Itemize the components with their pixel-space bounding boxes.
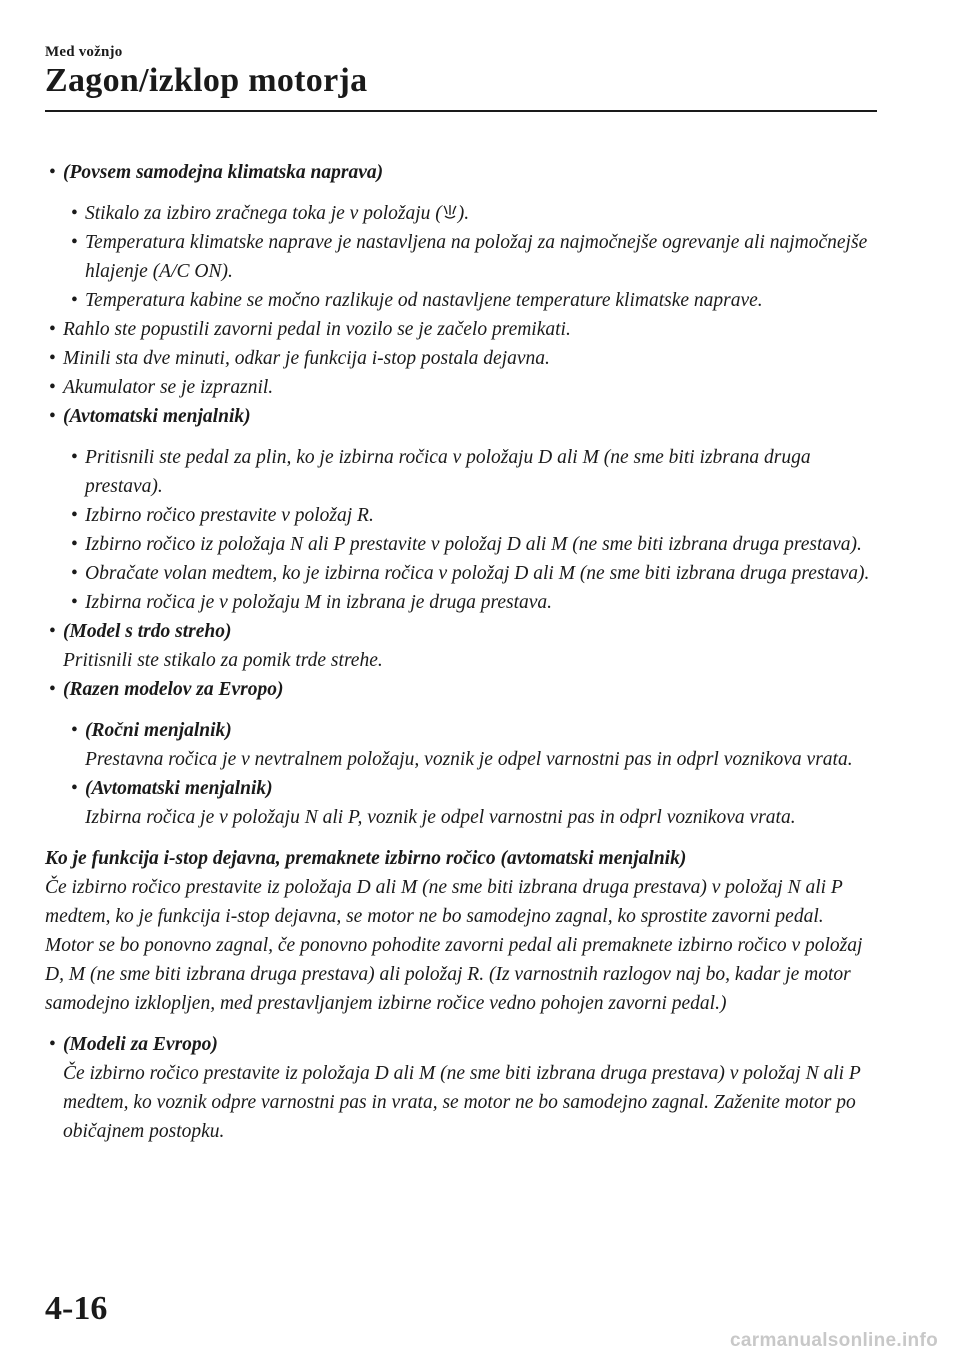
manual-text: Prestavna ročica je v nevtralnem položaju, voznik je odpel varnostni pas in odprl voznikova vrata. [85,749,853,770]
airflow-text-end: ). [457,203,470,224]
airflow-text-start: Stikalo za izbiro zračnega toka je v položaju ( [85,203,442,224]
bullet: • [71,592,78,613]
list-item [45,1030,875,1146]
automatic-heading: (Avtomatski menjalnik) [63,406,251,427]
auto-item-text: Pritisnili ste pedal za plin, ko je izbirna ročica v položaju D ali M (ne sme biti izbrana druga prestava). [85,447,811,497]
auto-item-text: Izbirno ročico iz položaja N ali P prestavite v položaj D ali M (ne sme biti izbrana druga prestava). [85,534,862,555]
list-item [67,530,875,559]
watermark: carmanualsonline.info [730,1330,938,1351]
two-minutes-text: Minili sta dve minuti, odkar je funkcija i-stop postala dejavna. [63,348,550,369]
list-item [45,158,875,187]
cabin-temp-text: Temperatura kabine se močno razlikuje od nastavljene temperature klimatske naprave. [85,290,763,311]
list-item [45,402,875,431]
automatic2-text: Izbirna ročica je v položaju N ali P, voznik je odpel varnostni pas in odprl voznikova vrata. [85,807,796,828]
auto-item-text: Izbirno ročico prestavite v položaj R. [85,505,374,526]
bullet: • [49,621,56,642]
list-item [67,774,875,832]
list-item [45,344,875,373]
temp-setting-text: Temperatura klimatske naprave je nastavljena na položaj za najmočnejše ogrevanje ali najmočnejše hlajenje (A/C ON). [85,232,868,282]
list-item [45,675,875,704]
bullet: • [71,447,78,468]
battery-text: Akumulator se je izpraznil. [63,377,274,398]
page-number: 4-16 [45,1290,108,1327]
bullet: • [49,319,56,340]
list-item [45,315,875,344]
auto-item-text: Izbirna ročica je v položaju M in izbrana je druga prestava. [85,592,553,613]
bullet: • [71,563,78,584]
list-item [67,443,875,501]
europe-text: Če izbirno ročico prestavite iz položaja D ali M (ne sme biti izbrana druga prestava) v položaj N ali P medtem, ko voznik odpre varnostni pas in vrata, se motor ne bo samodejno zagnal. Zaženite motor po običajnem postopku. [63,1063,861,1142]
bullet: • [71,232,78,253]
lever-section [45,844,875,1018]
list-item [67,588,875,617]
bullet: • [49,679,56,700]
bullet: • [49,377,56,398]
title-divider [45,110,877,112]
list-item [67,716,875,774]
bullet: • [49,162,56,183]
list-item [45,617,875,675]
bullet: • [71,720,78,741]
auto-climate-heading: (Povsem samodejna klimatska naprava) [63,162,384,183]
bullet: • [71,203,78,224]
page-title: Zagon/izklop motorja [45,62,368,99]
non-europe-heading: (Razen modelov za Evropo) [63,679,284,700]
bullet: • [71,778,78,799]
auto-item-text: Obračate volan medtem, ko je izbirna ročica v položaj D ali M (ne sme biti izbrana druga prestava). [85,563,870,584]
hardtop-heading: (Model s trdo streho) [63,621,232,642]
brake-released-text: Rahlo ste popustili zavorni pedal in vozilo se je začelo premikati. [63,319,571,340]
bullet: • [49,406,56,427]
list-item [67,199,875,228]
list-item [67,559,875,588]
bullet: • [71,534,78,555]
list-item [67,501,875,530]
list-item [67,286,875,315]
manual-heading: (Ročni menjalnik) [85,720,232,741]
page-content [45,158,875,1146]
bullet: • [49,348,56,369]
lever-heading: Ko je funkcija i-stop dejavna, premaknete izbirno ročico (avtomatski menjalnik) [45,848,687,869]
bullet: • [49,1034,56,1055]
europe-heading: (Modeli za Evropo) [63,1034,218,1055]
automatic2-heading: (Avtomatski menjalnik) [85,778,273,799]
list-item [67,228,875,286]
list-item [45,373,875,402]
bullet: • [71,290,78,311]
section-label: Med vožnjo [45,44,123,60]
hardtop-text: Pritisnili ste stikalo za pomik trde strehe. [63,650,383,671]
lever-paragraph: Če izbirno ročico prestavite iz položaja D ali M (ne sme biti izbrana druga prestava) v položaj N ali P medtem, ko je funkcija i-stop dejavna, se motor ne bo samodejno zagnal, ko sprostite zavorni pedal. Motor se bo ponovno zagnal, če ponovno pohodite zavorni pedal ali premaknete izbirno ročico v položaj D, M (ne sme biti izbrana druga prestava) ali položaj R. (Iz varnostnih razlogov naj bo, kadar je motor samodejno izklopljen, med prestavljanjem izbirne ročice vedno pohojen zavorni pedal.) [45,877,863,1014]
airflow-defrost-icon [442,203,458,221]
bullet: • [71,505,78,526]
